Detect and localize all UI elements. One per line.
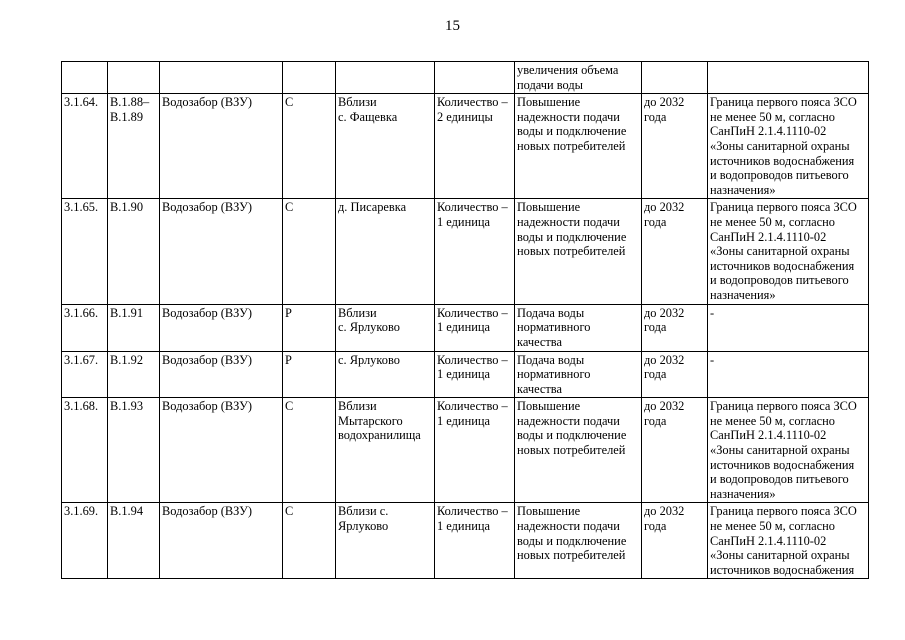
page-number: 15 (445, 18, 460, 34)
cell-code: В.1.91 (108, 304, 160, 351)
cell-location: Вблизи Мытарского водохранилища (336, 398, 435, 503)
cell-location: Вблизи с. Фащевка (336, 94, 435, 199)
cell-code (108, 62, 160, 94)
cell-status: С (283, 199, 336, 304)
cell-restriction-note (708, 62, 869, 94)
document-table (61, 61, 869, 579)
cell-deadline (642, 62, 708, 94)
table-row (62, 398, 869, 503)
cell-object-name: Водозабор (ВЗУ) (160, 503, 283, 579)
cell-object-name (160, 62, 283, 94)
cell-item-number: 3.1.69. (62, 503, 108, 579)
cell-quantity: Количество – 1 единица (435, 503, 515, 579)
cell-deadline: до 2032 года (642, 199, 708, 304)
cell-quantity (435, 62, 515, 94)
cell-purpose: Подача воды нормативного качества (515, 304, 642, 351)
cell-purpose: Подача воды нормативного качества (515, 351, 642, 398)
table-row (62, 351, 869, 398)
cell-code: В.1.88– В.1.89 (108, 94, 160, 199)
table-row (62, 304, 869, 351)
cell-item-number: 3.1.67. (62, 351, 108, 398)
cell-restriction-note: Граница первого пояса ЗСО не менее 50 м, согласно СанПиН 2.1.4.1110-02 «Зоны санитарной охраны источников водоснабжения и водопроводов питьевого назначения» (708, 398, 869, 503)
cell-restriction-note: - (708, 304, 869, 351)
cell-restriction-note: - (708, 351, 869, 398)
cell-item-number: 3.1.65. (62, 199, 108, 304)
cell-quantity: Количество – 2 единицы (435, 94, 515, 199)
cell-location: Вблизи с. Ярлуково (336, 304, 435, 351)
cell-item-number: 3.1.64. (62, 94, 108, 199)
cell-restriction-note: Граница первого пояса ЗСО не менее 50 м, согласно СанПиН 2.1.4.1110-02 «Зоны санитарной охраны источников водоснабжения и водопроводов питьевого назначения» (708, 199, 869, 304)
cell-status: С (283, 503, 336, 579)
cell-code: В.1.92 (108, 351, 160, 398)
table-body (62, 62, 869, 579)
cell-quantity: Количество – 1 единица (435, 398, 515, 503)
cell-purpose: Повышение надежности подачи воды и подключение новых потребителей (515, 503, 642, 579)
cell-code: В.1.93 (108, 398, 160, 503)
cell-object-name: Водозабор (ВЗУ) (160, 199, 283, 304)
cell-status: С (283, 398, 336, 503)
cell-deadline: до 2032 года (642, 351, 708, 398)
cell-quantity: Количество – 1 единица (435, 199, 515, 304)
cell-object-name: Водозабор (ВЗУ) (160, 94, 283, 199)
cell-item-number (62, 62, 108, 94)
table-row (62, 199, 869, 304)
cell-status: Р (283, 351, 336, 398)
cell-status: С (283, 94, 336, 199)
cell-status: Р (283, 304, 336, 351)
cell-location: Вблизи с. Ярлуково (336, 503, 435, 579)
cell-purpose: Повышение надежности подачи воды и подключение новых потребителей (515, 199, 642, 304)
cell-object-name: Водозабор (ВЗУ) (160, 398, 283, 503)
cell-restriction-note: Граница первого пояса ЗСО не менее 50 м, согласно СанПиН 2.1.4.1110-02 «Зоны санитарной охраны источников водоснабжения (708, 503, 869, 579)
cell-item-number: 3.1.68. (62, 398, 108, 503)
cell-quantity: Количество – 1 единица (435, 304, 515, 351)
cell-object-name: Водозабор (ВЗУ) (160, 304, 283, 351)
table-row-continuation (62, 62, 869, 94)
cell-purpose: Повышение надежности подачи воды и подключение новых потребителей (515, 398, 642, 503)
cell-deadline: до 2032 года (642, 304, 708, 351)
cell-restriction-note: Граница первого пояса ЗСО не менее 50 м, согласно СанПиН 2.1.4.1110-02 «Зоны санитарной охраны источников водоснабжения и водопроводов питьевого назначения» (708, 94, 869, 199)
cell-deadline: до 2032 года (642, 503, 708, 579)
cell-code: В.1.94 (108, 503, 160, 579)
cell-code: В.1.90 (108, 199, 160, 304)
cell-purpose: Повышение надежности подачи воды и подключение новых потребителей (515, 94, 642, 199)
table-row (62, 503, 869, 579)
cell-item-number: 3.1.66. (62, 304, 108, 351)
cell-status (283, 62, 336, 94)
cell-deadline: до 2032 года (642, 398, 708, 503)
cell-purpose: увеличения объема подачи воды (515, 62, 642, 94)
cell-quantity: Количество – 1 единица (435, 351, 515, 398)
cell-object-name: Водозабор (ВЗУ) (160, 351, 283, 398)
table-row (62, 94, 869, 199)
cell-deadline: до 2032 года (642, 94, 708, 199)
cell-location: д. Писаревка (336, 199, 435, 304)
cell-location: с. Ярлуково (336, 351, 435, 398)
cell-location (336, 62, 435, 94)
